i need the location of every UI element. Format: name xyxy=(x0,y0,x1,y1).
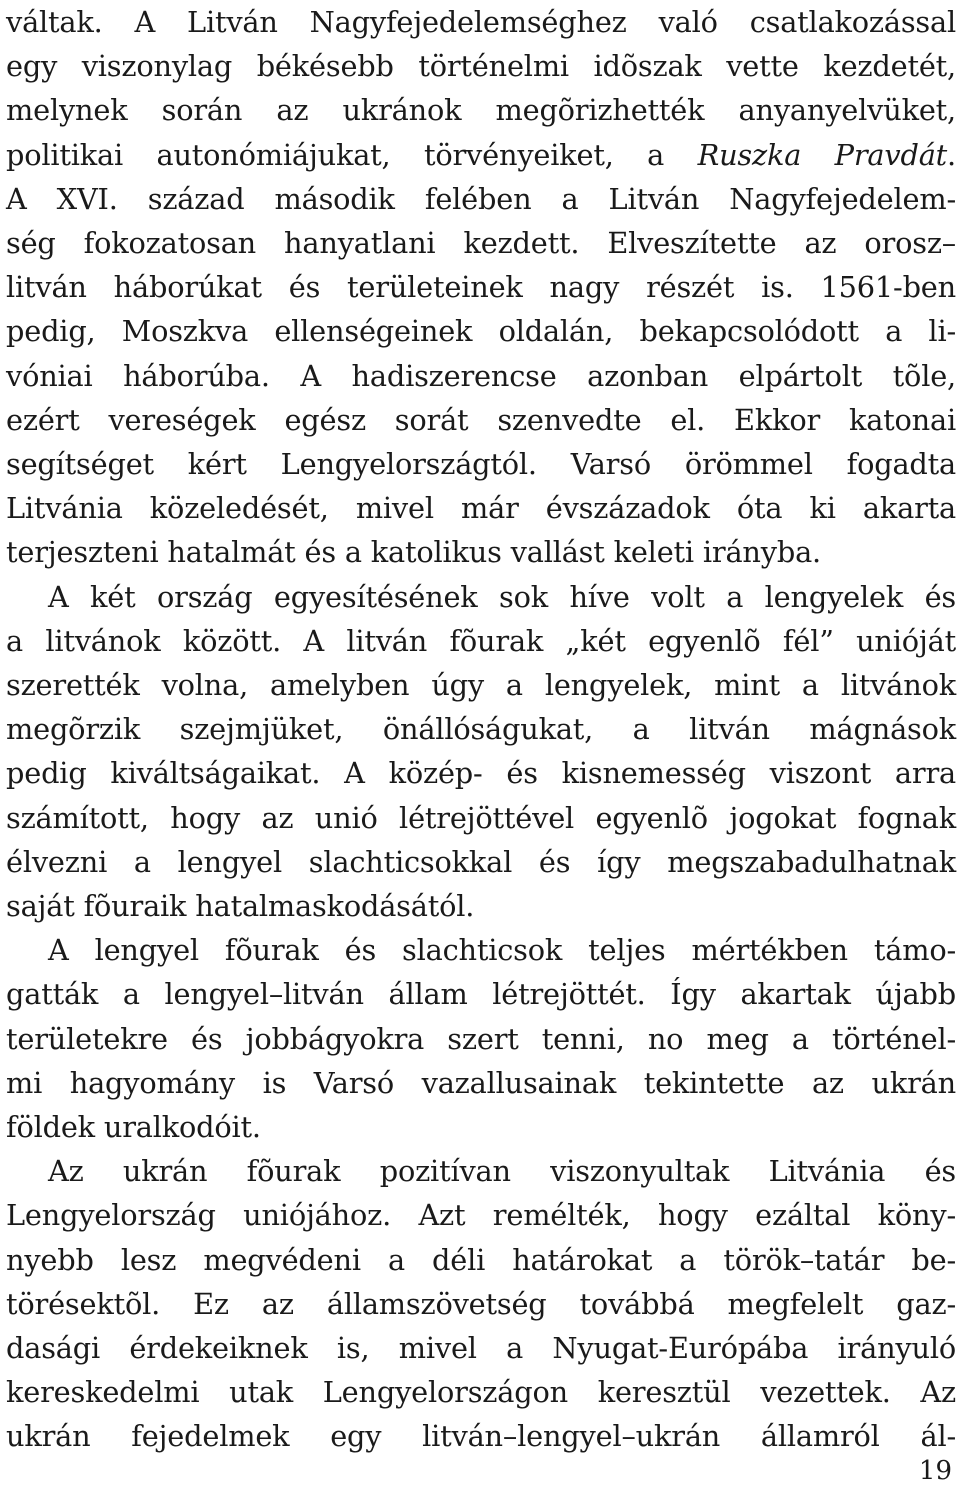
emphasized-title: Ruszka Pravdát xyxy=(697,137,948,172)
text-line: pedig kiváltságaikat. A közép- és kisnemesség viszont arra xyxy=(6,756,956,791)
text-line: nyebb lesz megvédeni a déli határokat a török–tatár be- xyxy=(6,1242,956,1277)
text-line: saját fõuraik hatalmaskodásától. xyxy=(6,889,475,923)
text-line: kereskedelmi utak Lengyelországon keresztül vezettek. Az xyxy=(6,1375,956,1410)
text-line: A két ország egyesítésének sok híve volt a lengyelek és xyxy=(48,579,956,614)
text-line: pedig, Moszkva ellenségeinek oldalán, bekapcsolódott a li- xyxy=(6,314,956,349)
text-line: Litvánia közeledését, mivel már évszázadok óta ki akarta xyxy=(6,491,956,526)
text-segment: . xyxy=(947,137,956,172)
text-line: váltak. A Litván Nagyfejedelemséghez való csatlakozással xyxy=(6,5,956,39)
text-line: A XVI. század második felében a Litván Nagyfejedelem- xyxy=(6,181,956,216)
page-number: 19 xyxy=(918,1456,952,1486)
text-line: vóniai háborúba. A hadiszerencse azonban elpártolt tõle, xyxy=(6,358,956,393)
text-line: melynek során az ukránok megõrizhették anyanyelvüket, xyxy=(6,93,956,128)
text-line: a litvánok között. A litván fõurak „két egyenlõ fél” unióját xyxy=(6,623,956,658)
text-line: törésektõl. Ez az államszövetség továbbá megfelelt gaz- xyxy=(6,1286,956,1321)
text-line: dasági érdekeiknek is, mivel a Nyugat-Európába irányuló xyxy=(6,1331,956,1365)
text-segment: politikai autonómiájukat, törvényeiket, a xyxy=(6,137,698,172)
text-line: terjeszteni hatalmát és a katolikus vallást keleti irányba. xyxy=(6,535,821,570)
text-line xyxy=(6,133,956,177)
text-line: szerették volna, amelyben úgy a lengyelek, mint a litvánok xyxy=(6,668,956,702)
text-line: megõrzik szejmjüket, önállóságukat, a litván mágnások xyxy=(6,712,956,747)
text-line: segítséget kért Lengyelországtól. Varsó örömmel fogadta xyxy=(6,447,956,481)
text-line: mi hagyomány is Varsó vazallusainak tekintette az ukrán xyxy=(6,1065,956,1100)
text-line: ség fokozatosan hanyatlani kezdett. Elveszítette az orosz– xyxy=(6,226,956,260)
text-line: Lengyelország uniójához. Azt remélték, hogy ezáltal köny- xyxy=(6,1198,956,1233)
text-line: számított, hogy az unió létrejöttével egyenlõ jogokat fognak xyxy=(6,800,956,835)
text-line: Az ukrán fõurak pozitívan viszonyultak Litvánia és xyxy=(48,1154,956,1189)
text-line: egy viszonylag békésebb történelmi idõszak vette kezdetét, xyxy=(6,49,956,84)
text-line: litván háborúkat és területeinek nagy részét is. 1561-ben xyxy=(6,270,956,305)
text-line: élvezni a lengyel slachticsokkal és így megszabadulhatnak xyxy=(6,844,956,879)
text-line: területekre és jobbágyokra szert tenni, no meg a történel- xyxy=(6,1021,956,1056)
text-line: gatták a lengyel–litván állam létrejöttét. Így akartak újabb xyxy=(6,977,956,1012)
text-line: földek uralkodóit. xyxy=(6,1110,261,1144)
text-line: ukrán fejedelmek egy litván–lengyel–ukrán államról ál- xyxy=(6,1419,956,1454)
text-line: A lengyel fõurak és slachticsok teljes mértékben támo- xyxy=(48,933,956,968)
text-line: ezért vereségek egész sorát szenvedte el. Ekkor katonai xyxy=(6,402,956,437)
